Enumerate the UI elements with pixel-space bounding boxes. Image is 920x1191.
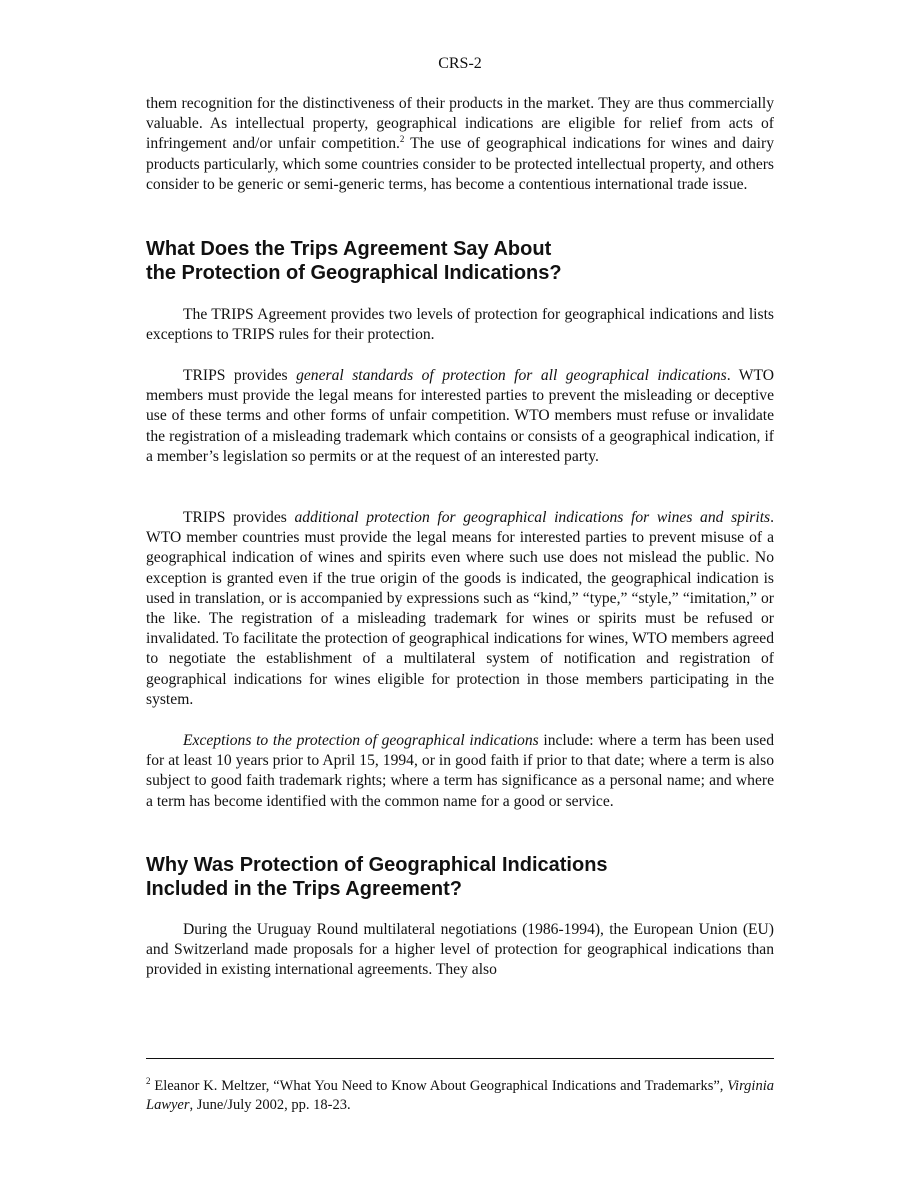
paragraph-exceptions <box>146 731 774 812</box>
emphasis-text: Exceptions to the protection of geographical indications <box>183 732 539 749</box>
text: . WTO member countries must provide the legal means for interested parties to prevent misuse of a geographical indication of wines and spirits even where such use does not mislead the public. No exception is granted even if the true origin of the goods is indicated, the geographical indication is used in translation, or is accompanied by expressions such as “kind,” “type,” “style,” “imitation,” or the like. The registration of a misleading trademark for wines or spirits must be refused or invalidated. To facilitate the protection of geographical indications for wines, WTO members agreed to negotiate the establishment of a multilateral system of notification and registration of geographical indications for wines eligible for protection in those members participating in the system. <box>146 509 774 708</box>
footnote <box>146 1077 774 1115</box>
footnote-text: Eleanor K. Meltzer, “What You Need to Know About Geographical Indications and Trademarks”, <box>150 1078 728 1094</box>
section-heading-trips-protection <box>146 237 774 285</box>
paragraph-uruguay-round: During the Uruguay Round multilateral negotiations (1986-1994), the European Union (EU) and Switzerland made proposals for a higher level of protection for geographical indications than provided in existing international agreements. They also <box>146 921 774 979</box>
intro-text: them recognition for the distinctiveness of their products in the market. They are thus commercially valuable. As intellectual property, geographical indications are eligible for relief from acts of infringement and/or unfair competition. <box>146 95 774 153</box>
emphasis-text: general standards of protection for all geographical indications <box>296 367 727 384</box>
text: . WTO members must provide the legal means for interested parties to prevent the misleading or deceptive use of these terms and other forms of unfair competition. WTO members must refuse or invalidate the registration of a misleading trademark which contains or consists of a geographical indication, if a member’s legislation so permits or at the request of an interested party. <box>146 367 774 465</box>
footnote-number: 2 <box>146 1076 151 1086</box>
heading-line: What Does the Trips Agreement Say About <box>146 238 552 260</box>
heading-line: Included in the Trips Agreement? <box>146 878 462 900</box>
footnote-ref[interactable]: 2 <box>399 134 405 145</box>
section-heading-why-protection <box>146 853 774 901</box>
intro-text-continued: The use of geographical indications for wines and dairy products particularly, which some countries consider to be protected intellectual property, and others consider to be generic or semi-generic terms, has become a contentious international trade issue. <box>146 135 774 193</box>
page-number: CRS-2 <box>438 55 482 72</box>
paragraph-general-standards <box>146 366 774 467</box>
paragraph-two-levels: The TRIPS Agreement provides two levels of protection for geographical indications and lists exceptions to TRIPS rules for their protection. <box>146 306 774 344</box>
heading-line: Why Was Protection of Geographical Indications <box>146 854 608 876</box>
intro-paragraph <box>146 94 774 195</box>
text: TRIPS provides <box>183 367 297 384</box>
heading-line: the Protection of Geographical Indications? <box>146 262 562 284</box>
text: include: where a term has been used for at least 10 years prior to April 15, 1994, or in good faith if prior to that date; where a term is also subject to good faith trademark rights; where a term has significance as a personal name; and where a term has become identified with the common name for a good or service. <box>146 732 774 810</box>
footnote-publication: Virginia Lawyer <box>146 1078 774 1113</box>
text: TRIPS provides <box>183 509 295 526</box>
paragraph-additional-protection <box>146 508 774 710</box>
footnote-divider <box>146 1058 774 1059</box>
footnote-text-end: , June/July 2002, pp. 18-23. <box>189 1097 351 1113</box>
emphasis-text: additional protection for geographical indications for wines and spirits <box>294 509 771 526</box>
